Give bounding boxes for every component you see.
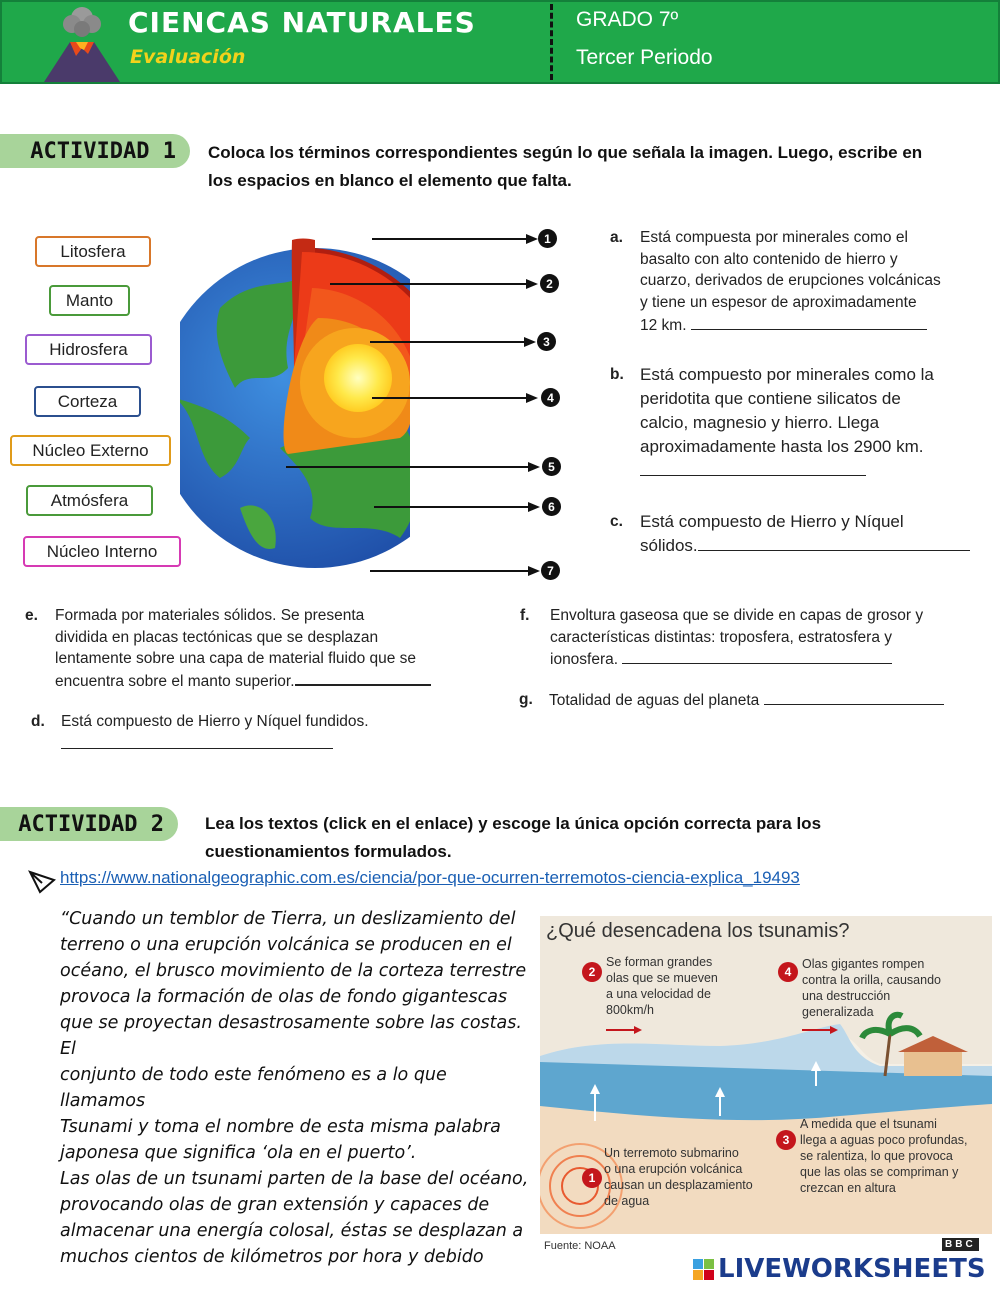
arrow-head bbox=[528, 462, 540, 472]
liveworksheets-brand: LIVEWORKSHEETS bbox=[718, 1254, 986, 1284]
question-letter: b. bbox=[610, 366, 624, 383]
subject-title: CIENCAS NATURALES bbox=[128, 6, 476, 39]
text-line: Está compuesta por minerales como el bbox=[640, 229, 908, 246]
header-divider bbox=[550, 4, 553, 80]
term-corteza[interactable]: Corteza bbox=[34, 386, 141, 417]
text-line: 12 km. bbox=[640, 316, 687, 334]
number-6-badge: 6 bbox=[542, 497, 561, 516]
text-line: aproximadamente hasta los 2900 km. bbox=[640, 437, 924, 456]
arrow-head bbox=[524, 337, 536, 347]
text-line: o una erupción volcánica bbox=[604, 1162, 743, 1176]
question-a bbox=[610, 227, 990, 337]
quote-line: provoca la formación de olas de fondo gigantescas bbox=[60, 987, 508, 1007]
quote-line: conjunto de todo este fenómeno es a lo que llamamos bbox=[60, 1065, 447, 1111]
text-line: Se forman grandes bbox=[606, 955, 713, 969]
quote-line: japonesa que significa ‘ola en el puerto’. bbox=[60, 1143, 417, 1163]
answer-blank-c[interactable] bbox=[698, 535, 970, 551]
number-7-badge: 7 bbox=[541, 561, 560, 580]
text-line: calcio, magnesio y hierro. Llega bbox=[640, 413, 880, 432]
text-line: se ralentiza, lo que provoca bbox=[800, 1149, 953, 1163]
quote-line: “Cuando un temblor de Tierra, un deslizamiento del bbox=[60, 909, 516, 929]
number-4-badge: 4 bbox=[541, 388, 560, 407]
evaluation-subtitle: Evaluación bbox=[130, 46, 246, 68]
text-line: de agua bbox=[604, 1194, 650, 1208]
step-1-badge: 1 bbox=[582, 1168, 602, 1188]
text-line: Está compuesto de Hierro y Níquel fundidos. bbox=[61, 713, 369, 730]
answer-blank-a[interactable] bbox=[691, 314, 927, 330]
arrow-head bbox=[528, 566, 540, 576]
step-2-badge: 2 bbox=[582, 962, 602, 982]
text-line: llega a aguas poco profundas, bbox=[800, 1133, 968, 1147]
text-line: Está compuesto de Hierro y Níquel bbox=[640, 512, 904, 531]
question-letter: a. bbox=[610, 229, 623, 246]
term-hidrosfera[interactable]: Hidrosfera bbox=[25, 334, 152, 365]
pointer-line bbox=[370, 341, 526, 343]
question-b bbox=[610, 363, 990, 483]
period-label: Tercer Periodo bbox=[576, 46, 713, 69]
answer-blank-b[interactable] bbox=[640, 460, 866, 476]
question-d bbox=[31, 711, 481, 755]
bbc-logo: BBC bbox=[942, 1238, 979, 1251]
step-4-text bbox=[802, 956, 941, 1020]
instruction-line: cuestionamientos formulados. bbox=[205, 842, 452, 861]
text-line: dividida en placas tectónicas que se desplazan bbox=[55, 628, 379, 646]
grade-label: GRADO 7º bbox=[576, 8, 679, 31]
quote-line: muchos cientos de kilómetros por hora y debido bbox=[60, 1247, 484, 1267]
text-line: causan un desplazamiento bbox=[604, 1178, 753, 1192]
activity-1-tab: ACTIVIDAD 1 bbox=[0, 134, 190, 168]
text-line: basalto con alto contenido de hierro y bbox=[640, 250, 898, 268]
article-link[interactable]: https://www.nationalgeographic.com.es/ciencia/por-que-ocurren-terremotos-ciencia-explica_19493 bbox=[60, 868, 800, 887]
quote-line: océano, el brusco movimiento de la corteza terrestre bbox=[60, 961, 527, 981]
term-nucleo-externo[interactable]: Núcleo Externo bbox=[10, 435, 171, 466]
arrow-head bbox=[526, 234, 538, 244]
text-line: una destrucción bbox=[802, 989, 891, 1003]
text-line: encuentra sobre el manto superior. bbox=[55, 673, 295, 691]
pointer-line bbox=[330, 283, 528, 285]
liveworksheets-logo-icon bbox=[693, 1259, 715, 1281]
step-1-text bbox=[604, 1145, 753, 1209]
pointer-line bbox=[286, 466, 530, 468]
quote-line: Las olas de un tsunami parten de la base del océano, bbox=[60, 1169, 529, 1189]
quote-line: almacenar una energía colosal, éstas se desplazan a bbox=[60, 1221, 524, 1241]
text-line: 800km/h bbox=[606, 1003, 654, 1017]
activity-2-instructions bbox=[205, 810, 965, 866]
step-3-text bbox=[800, 1116, 968, 1196]
pointer-line bbox=[372, 397, 528, 399]
text-line: sólidos. bbox=[640, 536, 698, 555]
quote-line: provocando olas de gran extensión y capaces de bbox=[60, 1195, 490, 1215]
pointer-line bbox=[372, 238, 528, 240]
answer-blank-e[interactable] bbox=[295, 670, 431, 686]
activity-1-instructions bbox=[208, 139, 968, 195]
step-4-badge: 4 bbox=[778, 962, 798, 982]
activity-2-tab: ACTIVIDAD 2 bbox=[0, 807, 178, 841]
text-line: contra la orilla, causando bbox=[802, 973, 941, 987]
text-line: generalizada bbox=[802, 1005, 874, 1019]
instruction-line: Lea los textos (click en el enlace) y escoge la única opción correcta para los bbox=[205, 814, 822, 833]
text-line: olas que se mueven bbox=[606, 971, 718, 985]
question-f bbox=[520, 605, 990, 671]
number-3-badge: 3 bbox=[537, 332, 556, 351]
question-letter: c. bbox=[610, 513, 623, 530]
text-line: que las olas se compriman y bbox=[800, 1165, 959, 1179]
text-line: Un terremoto submarino bbox=[604, 1146, 739, 1160]
number-5-badge: 5 bbox=[542, 457, 561, 476]
pointer-line bbox=[370, 570, 530, 572]
text-line: Olas gigantes rompen bbox=[802, 957, 925, 971]
text-line: Formada por materiales sólidos. Se presenta bbox=[55, 607, 365, 624]
question-e bbox=[25, 605, 485, 693]
question-letter: e. bbox=[25, 607, 38, 624]
earth-layers-diagram bbox=[180, 218, 410, 588]
source-label: Fuente: NOAA bbox=[544, 1240, 616, 1252]
step-3-badge: 3 bbox=[776, 1130, 796, 1150]
send-arrow-icon bbox=[28, 868, 56, 894]
question-letter: f. bbox=[520, 607, 530, 624]
instruction-line: Coloca los términos correspondientes según lo que señala la imagen. Luego, escribe en bbox=[208, 143, 923, 162]
number-2-badge: 2 bbox=[540, 274, 559, 293]
arrow-head bbox=[526, 393, 538, 403]
volcano-icon bbox=[40, 2, 124, 84]
question-letter: d. bbox=[31, 713, 45, 730]
question-g bbox=[519, 689, 989, 712]
text-line: características distintas: troposfera, estratosfera y bbox=[550, 628, 892, 646]
text-line: Totalidad de aguas del planeta bbox=[549, 692, 760, 709]
tsunami-infographic bbox=[540, 916, 992, 1256]
text-line: A medida que el tsunami bbox=[800, 1117, 937, 1131]
instruction-line: los espacios en blanco el elemento que falta. bbox=[208, 171, 572, 190]
answer-blank-d[interactable] bbox=[61, 733, 333, 749]
text-line: a una velocidad de bbox=[606, 987, 711, 1001]
text-line: peridotita que contiene silicatos de bbox=[640, 389, 901, 408]
text-line: cuarzo, derivados de erupciones volcánicas bbox=[640, 272, 941, 290]
text-line: ionosfera. bbox=[550, 651, 619, 669]
step-2-text bbox=[606, 954, 718, 1018]
term-litosfera[interactable]: Litosfera bbox=[35, 236, 151, 267]
tsunami-quote bbox=[60, 906, 530, 1270]
number-1-badge: 1 bbox=[538, 229, 557, 248]
term-manto[interactable]: Manto bbox=[49, 285, 130, 316]
infographic-title: ¿Qué desencadena los tsunamis? bbox=[546, 920, 850, 942]
text-line: lentamente sobre una capa de material fluido que se bbox=[55, 650, 417, 668]
answer-blank-g[interactable] bbox=[764, 689, 944, 705]
term-nucleo-interno[interactable]: Núcleo Interno bbox=[23, 536, 181, 567]
question-letter: g. bbox=[519, 691, 533, 708]
quote-line: Tsunami y toma el nombre de esta misma palabra bbox=[60, 1117, 501, 1137]
text-line: Está compuesto por minerales como la bbox=[640, 365, 934, 384]
term-atmosfera[interactable]: Atmósfera bbox=[26, 485, 153, 516]
arrow-head bbox=[528, 502, 540, 512]
text-line: y tiene un espesor de aproximadamente bbox=[640, 294, 917, 312]
question-c bbox=[610, 510, 985, 558]
pointer-line bbox=[374, 506, 530, 508]
answer-blank-f[interactable] bbox=[622, 648, 892, 664]
text-line: Envoltura gaseosa que se divide en capas de grosor y bbox=[550, 607, 924, 624]
arrow-head bbox=[526, 279, 538, 289]
text-line: crezcan en altura bbox=[800, 1181, 896, 1195]
quote-line: que se proyectan desastrosamente sobre las costas. El bbox=[60, 1013, 522, 1059]
quote-line: terreno o una erupción volcánica se producen en el bbox=[60, 935, 512, 955]
